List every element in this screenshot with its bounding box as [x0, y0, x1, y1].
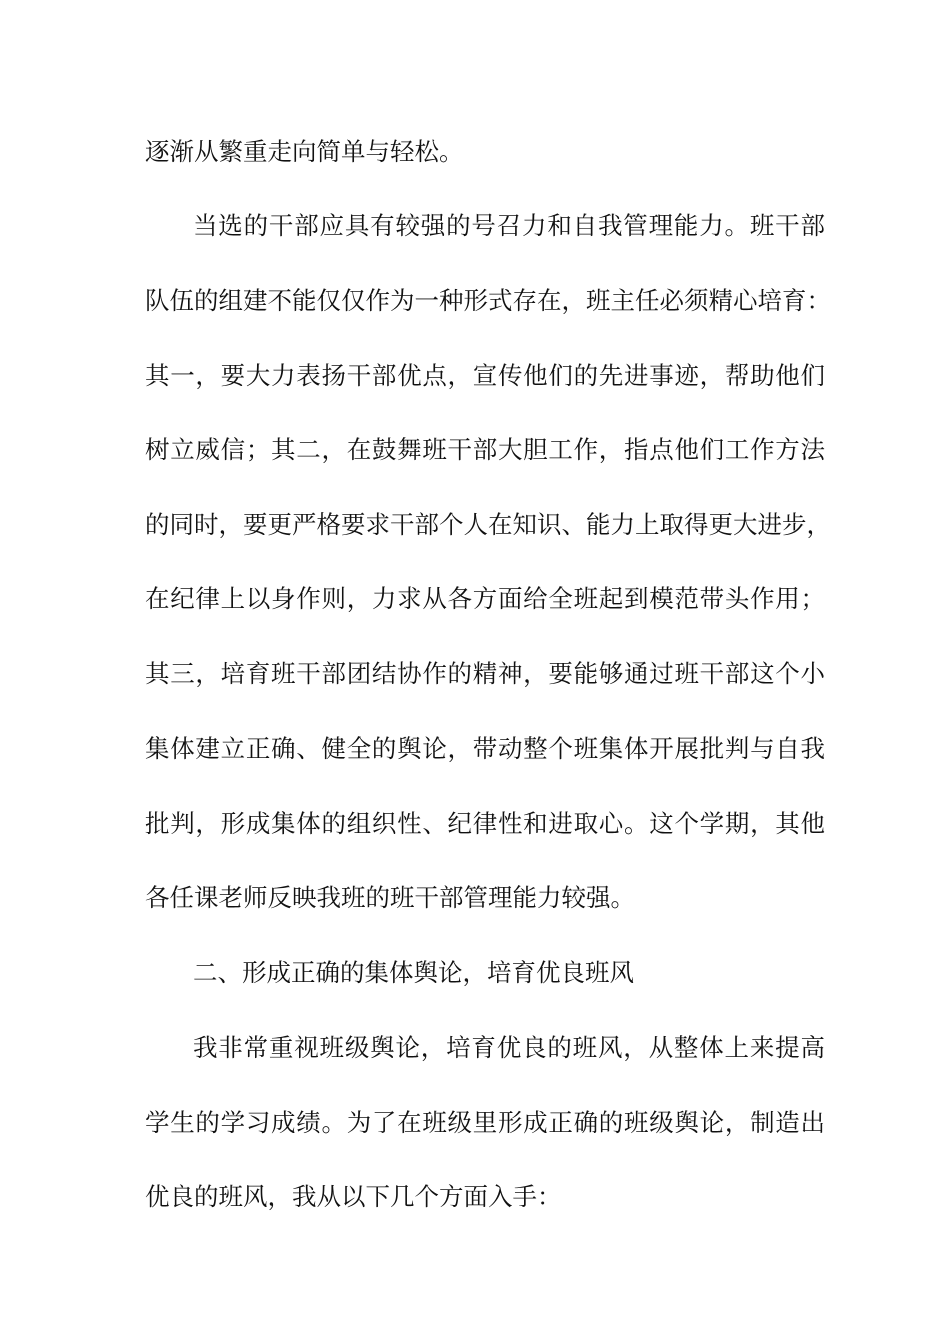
- text-line-1: 逐渐从繁重走向简单与轻松。: [145, 137, 464, 166]
- text-line-8: 其三，培育班干部团结协作的精神，要能够通过班干部这个小: [145, 659, 825, 688]
- section-heading: 二、形成正确的集体舆论，培育优良班风: [193, 958, 634, 987]
- text-line-15: 优良的班风，我从以下几个方面入手：: [145, 1182, 562, 1211]
- text-line-5: 树立威信；其二，在鼓舞班干部大胆工作，指点他们工作方法: [145, 435, 825, 464]
- text-line-14: 学生的学习成绩。为了在班级里形成正确的班级舆论，制造出: [145, 1108, 825, 1137]
- text-line-4: 其一，要大力表扬干部优点，宣传他们的先进事迹，帮助他们: [145, 361, 825, 390]
- text-line-10: 批判，形成集体的组织性、纪律性和进取心。这个学期，其他: [145, 809, 825, 838]
- text-line-6: 的同时，要更严格要求干部个人在知识、能力上取得更大进步，: [145, 510, 831, 539]
- text-line-7: 在纪律上以身作则，力求从各方面给全班起到模范带头作用；: [145, 584, 825, 613]
- text-line-11: 各任课老师反映我班的班干部管理能力较强。: [145, 883, 635, 912]
- text-line-3: 队伍的组建不能仅仅作为一种形式存在，班主任必须精心培育：: [145, 286, 831, 315]
- text-line-2: 当选的干部应具有较强的号召力和自我管理能力。班干部: [193, 211, 825, 240]
- text-line-9: 集体建立正确、健全的舆论，带动整个班集体开展批判与自我: [145, 734, 825, 763]
- text-line-13: 我非常重视班级舆论，培育优良的班风，从整体上来提高: [193, 1033, 825, 1062]
